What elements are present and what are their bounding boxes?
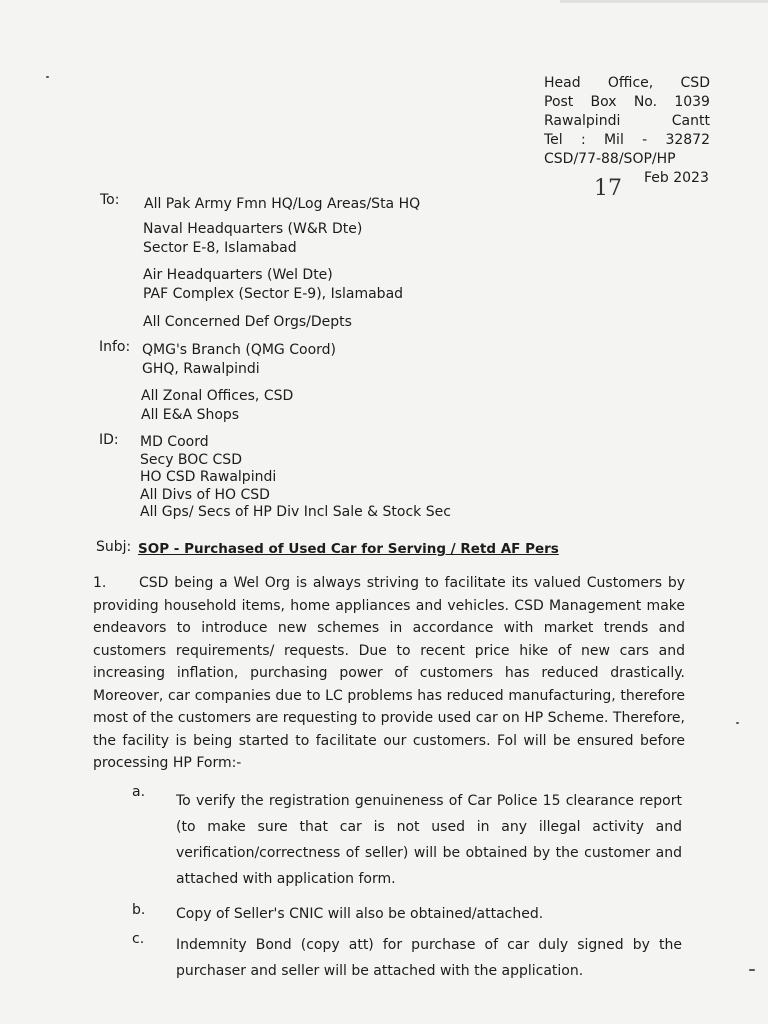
scan-speck bbox=[736, 722, 739, 724]
scan-speck bbox=[749, 969, 755, 971]
item-text-a: To verify the registration genuineness of Car Police 15 clearance report (to make sure that car is not used in any illegal activity and verification/correctness of seller) will be obtained by the customer and attached with application form. bbox=[176, 793, 682, 887]
to-addressee-2: Naval Headquarters (W&R Dte) Sector E-8, Islamabad bbox=[143, 221, 363, 256]
item-text-c: Indemnity Bond (copy att) for purchase of car duly signed by the purchaser and seller will be attached with the application. bbox=[176, 937, 682, 979]
subject-text: SOP - Purchased of Used Car for Serving / Retd AF Pers bbox=[138, 541, 559, 557]
to-addressee-3: Air Headquarters (Wel Dte) PAF Complex (Sector E-9), Islamabad bbox=[143, 267, 404, 302]
paragraph-number: 1. bbox=[93, 575, 107, 591]
subject-label: Subj: bbox=[96, 539, 132, 555]
handwritten-day: 17 bbox=[594, 176, 622, 201]
address-line-3: Rawalpindi Cantt bbox=[544, 113, 710, 129]
reference-number: CSD/77-88/SOP/HP bbox=[544, 151, 676, 167]
scan-edge-shadow bbox=[560, 0, 768, 3]
info-addressee-2: All Zonal Offices, CSD All E&A Shops bbox=[141, 388, 294, 423]
info-label: Info: bbox=[99, 339, 131, 355]
address-line-1: Head Office, CSD bbox=[544, 75, 710, 91]
scan-speck bbox=[46, 76, 49, 78]
item-label-b: b. bbox=[132, 902, 146, 918]
item-text-b: Copy of Seller's CNIC will also be obtained/attached. bbox=[176, 906, 544, 922]
id-label: ID: bbox=[99, 432, 119, 448]
item-label-c: c. bbox=[132, 931, 145, 947]
telephone-line: Tel : Mil - 32872 bbox=[544, 132, 710, 148]
info-addressee-1: QMG's Branch (QMG Coord) GHQ, Rawalpindi bbox=[142, 342, 336, 377]
to-addressee-1: All Pak Army Fmn HQ/Log Areas/Sta HQ bbox=[144, 196, 421, 212]
to-label: To: bbox=[100, 192, 120, 208]
office-address bbox=[544, 74, 710, 169]
paragraph-1 bbox=[93, 572, 685, 775]
paragraph-body: CSD being a Wel Org is always striving to facilitate its valued Customers by providing household items, home appliances and vehicles. CSD Management make endeavors to introduce new schemes in accordance with market trends and customers requirements/ requests. Due to recent price hike of new cars and increasing inflation, purchasing power of customers has reduced drastically. Moreover, car companies due to LC problems has reduced manufacturing, therefore most of the customers are requesting to provide used car on HP Scheme. Therefore, the facility is being started to facilitate our customers. Fol will be ensured before processing HP Form:- bbox=[93, 575, 685, 771]
id-list: MD Coord Secy BOC CSD HO CSD Rawalpindi All Divs of HO CSD All Gps/ Secs of HP Div Incl Sale & Stock Sec bbox=[140, 434, 451, 521]
address-line-2: Post Box No. 1039 bbox=[544, 94, 710, 110]
item-label-a: a. bbox=[132, 784, 146, 800]
letter-date: Feb 2023 bbox=[644, 170, 709, 186]
to-addressee-4: All Concerned Def Orgs/Depts bbox=[143, 314, 352, 330]
